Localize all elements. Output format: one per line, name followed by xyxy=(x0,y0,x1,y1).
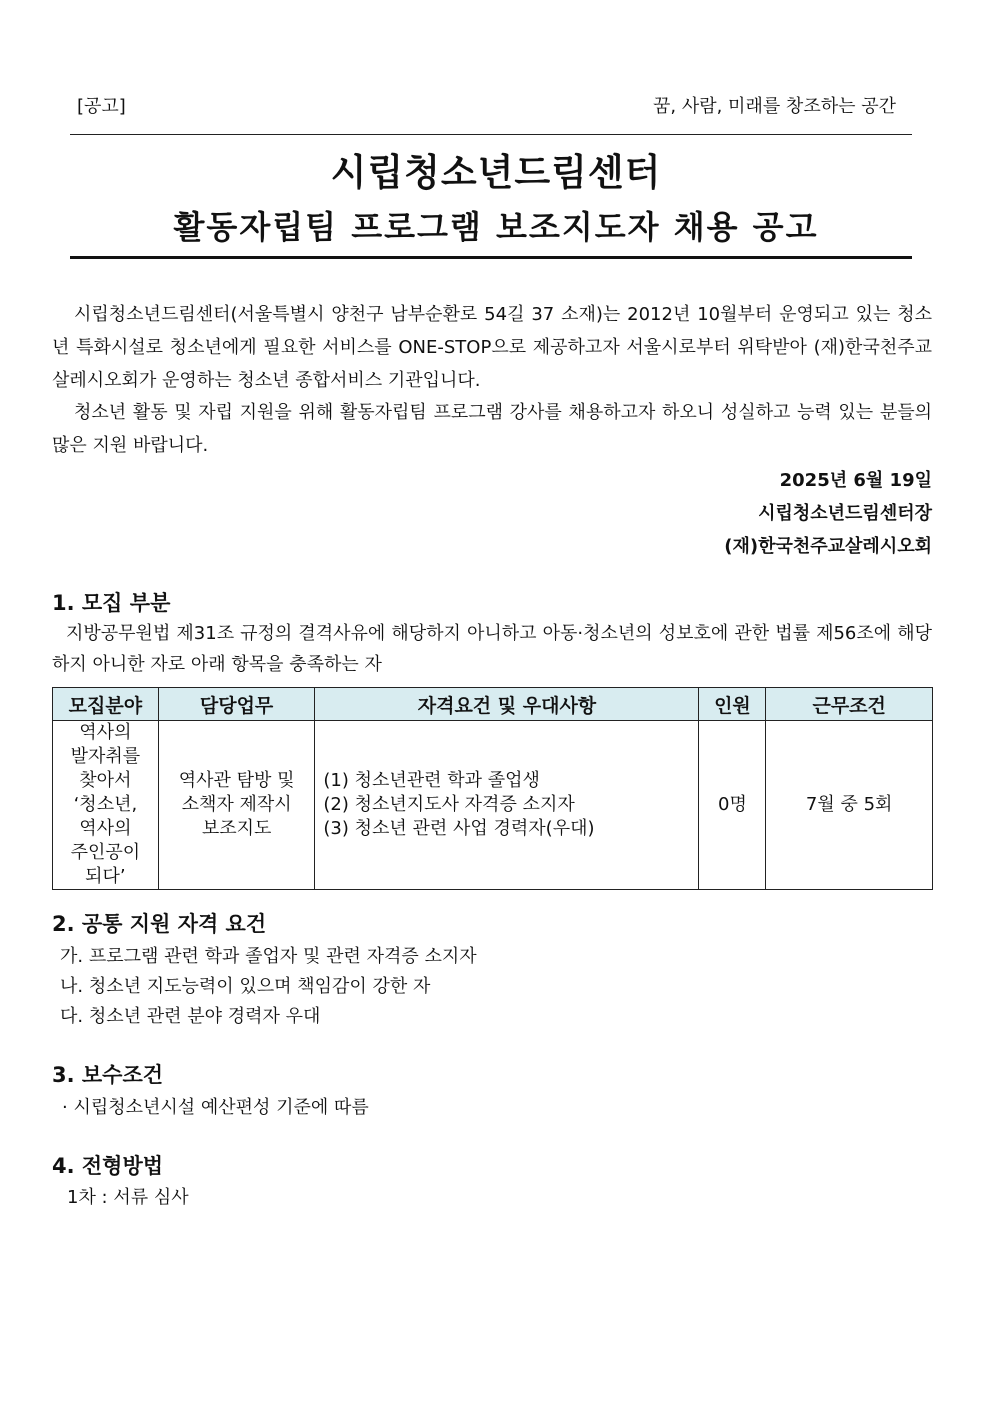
signature-org-2: (재)한국천주교살레시오회 xyxy=(724,536,932,557)
section-3-heading: 3. 보수조건 xyxy=(52,1063,164,1087)
field-line: ‘청소년, xyxy=(73,794,138,815)
qualification-cell xyxy=(315,721,699,890)
conditions-cell: 7월 중 5회 xyxy=(766,721,933,890)
table-header-cell: 근무조건 xyxy=(766,688,933,721)
table-header-row xyxy=(53,688,933,721)
table-header-cell: 담당업무 xyxy=(158,688,315,721)
list-item: 가. 프로그램 관련 학과 졸업자 및 관련 자격증 소지자 xyxy=(60,946,477,967)
list-item: 나. 청소년 지도능력이 있으며 책임감이 강한 자 xyxy=(60,976,431,997)
section-1-description xyxy=(52,618,932,680)
intro-paragraph-2 xyxy=(52,396,932,462)
headcount-cell: 0명 xyxy=(699,721,766,890)
field-line: 찾아서 xyxy=(79,770,132,791)
table-header-cell: 자격요건 및 우대사항 xyxy=(315,688,699,721)
section-4-heading: 4. 전형방법 xyxy=(52,1154,164,1178)
slogan: 꿈, 사람, 미래를 창조하는 공간 xyxy=(653,96,896,117)
qualification-item: (3) 청소년 관련 사업 경력자(우대) xyxy=(323,818,595,839)
signature-org-1: 시립청소년드림센터장 xyxy=(758,503,932,524)
section-2-list xyxy=(60,942,477,1032)
recruitment-table xyxy=(52,687,933,890)
section-3-list xyxy=(62,1093,369,1123)
field-line: 되다’ xyxy=(85,866,126,887)
duty-line: 보조지도 xyxy=(201,818,272,839)
announcement-date: 2025년 6월 19일 xyxy=(779,470,932,491)
intro-text-2: 청소년 활동 및 자립 지원을 위해 활동자립팀 프로그램 강사를 채용하고자 하오니 성실하고 능력 있는 분들의 많은 지원 바랍니다. xyxy=(52,402,932,456)
duty-cell xyxy=(158,721,315,890)
intro-paragraph-1 xyxy=(52,298,932,397)
section-4-list xyxy=(67,1183,189,1213)
notice-tag: [공고] xyxy=(77,96,126,117)
list-item: 다. 청소년 관련 분야 경력자 우대 xyxy=(60,1006,321,1027)
field-line: 발자취를 xyxy=(70,746,141,767)
section-1-description-text: 지방공무원법 제31조 규정의 결격사유에 해당하지 아니하고 아동·청소년의 성보호에 관한 법률 제56조에 해당하지 아니한 자로 아래 항목을 충족하는 자 xyxy=(52,623,932,675)
table-row xyxy=(53,721,933,890)
section-1-heading: 1. 모집 부분 xyxy=(52,591,171,615)
title-divider xyxy=(70,256,912,259)
field-line: 역사의 xyxy=(79,818,132,839)
table-header-cell: 모집분야 xyxy=(53,688,159,721)
list-item: 1차 : 서류 심사 xyxy=(67,1187,189,1208)
intro-text-1: 시립청소년드림센터(서울특별시 양천구 남부순환로 54길 37 소재)는 2012년 10월부터 운영되고 있는 청소년 특화시설로 청소년에게 필요한 서비스를 ONE-STOP으로 제공하고자 서울시로부터 위탁받아 (재)한국천주교살레시오회가 운영하는 청소년 종합서비스 기관입니다. xyxy=(52,304,932,391)
section-2-heading: 2. 공통 지원 자격 요건 xyxy=(52,912,267,936)
qualification-item: (1) 청소년관련 학과 졸업생 xyxy=(323,770,540,791)
field-cell xyxy=(53,721,159,890)
qualification-item: (2) 청소년지도사 자격증 소지자 xyxy=(323,794,575,815)
table-header-cell: 인원 xyxy=(699,688,766,721)
list-item: · 시립청소년시설 예산편성 기준에 따름 xyxy=(62,1097,369,1118)
duty-line: 역사관 탐방 및 xyxy=(178,770,295,791)
duty-line: 소책자 제작시 xyxy=(181,794,292,815)
field-line: 역사의 xyxy=(79,722,132,743)
page-title: 시립청소년드림센터 xyxy=(330,151,662,194)
field-line: 주인공이 xyxy=(70,842,141,863)
header-divider xyxy=(70,134,912,135)
page-subtitle: 활동자립팀 프로그램 보조지도자 채용 공고 xyxy=(173,208,819,246)
